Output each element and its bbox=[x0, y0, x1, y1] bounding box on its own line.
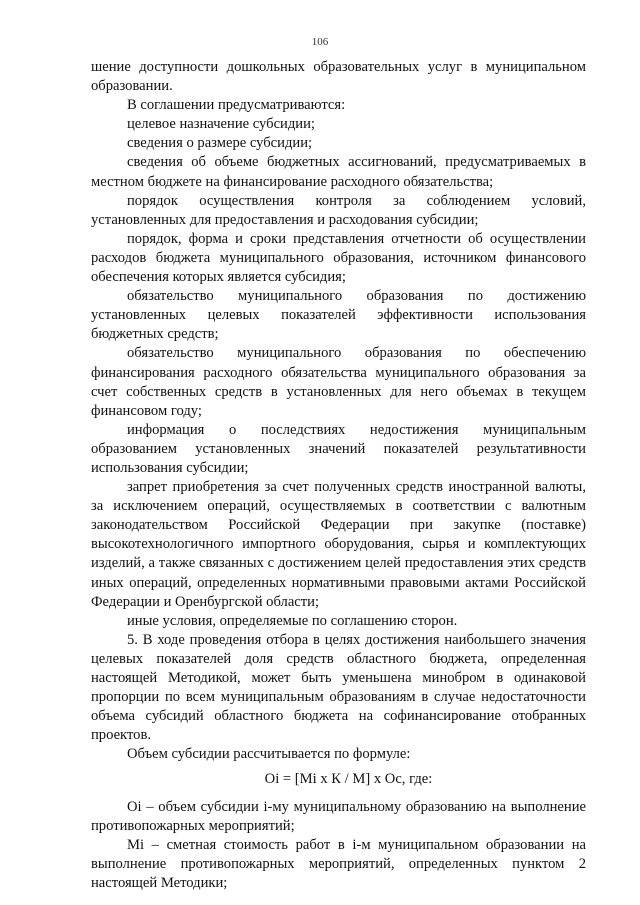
page-number: 106 bbox=[311, 36, 329, 48]
paragraph: шение доступности дошкольных образовательных услуг в муниципальном образовании. bbox=[91, 59, 586, 95]
list-item: иные условия, определяемые по соглашению сторон. bbox=[127, 612, 458, 629]
list-item: запрет приобретения за счет полученных средств иностранной валюты, за исключением операций, осуществляемых в соответствии с валютным законодательством Российской Федерации при закупке (поставке) высокотехнологичного импортного оборудования, сырья и комплектующих изделий, а также связанных с достижением целей предоставления этих средств иных операций, определенных нормативными правовыми актами Российской Федерации и Оренбургской области; bbox=[91, 479, 586, 610]
formula: Oi = [Mi x К / М] х Ос, где: bbox=[264, 771, 433, 788]
paragraph: В соглашении предусматриваются: bbox=[127, 97, 346, 114]
list-item: порядок, форма и сроки представления отчетности об осуществлении расходов бюджета муниципального образования, источником финансового обеспечения которых является субсидия; bbox=[91, 230, 586, 286]
list-item: обязательство муниципального образования по достижению установленных целевых показателей эффективности использования бюджетных средств; bbox=[91, 288, 586, 343]
document-body bbox=[91, 58, 586, 893]
formula-definition: Oi – объем субсидии i-му муниципальному образованию на выполнение противопожарных мероприятий; bbox=[91, 798, 586, 834]
list-item: обязательство муниципального образования по обеспечению финансирования расходного обязательства муниципального образования за счет собственных средств в установленных для него объемах в текущем финансовом году; bbox=[91, 345, 586, 419]
list-item: информация о последствиях недостижения муниципальным образованием установленных значений показателей результативности использования субсидии; bbox=[91, 421, 586, 476]
list-item: сведения о размере субсидии; bbox=[127, 135, 313, 152]
list-item: сведения об объеме бюджетных ассигнований, предусматриваемых в местном бюджете на финансирование расходного обязательства; bbox=[91, 154, 586, 190]
list-item: порядок осуществления контроля за соблюдением условий, установленных для предоставления и расходования субсидии; bbox=[91, 192, 586, 228]
list-item: целевое назначение субсидии; bbox=[127, 116, 315, 133]
paragraph: 5. В ходе проведения отбора в целях достижения наибольшего значения целевых показателей доля средств областного бюджета, определенная настоящей Методикой, может быть уменьшена минобром в одинаковой пропорции по всем муниципальным образованиям в случае недостаточности объема субсидий областного бюджета на софинансирование отобранных проектов. bbox=[91, 631, 586, 744]
formula-definition: Mi – сметная стоимость работ в i-м муниципальном образовании на выполнение противопожарных мероприятий, определенных пунктом 2 настоящей Методики; bbox=[91, 836, 586, 891]
paragraph: Объем субсидии рассчитывается по формуле: bbox=[127, 746, 411, 763]
